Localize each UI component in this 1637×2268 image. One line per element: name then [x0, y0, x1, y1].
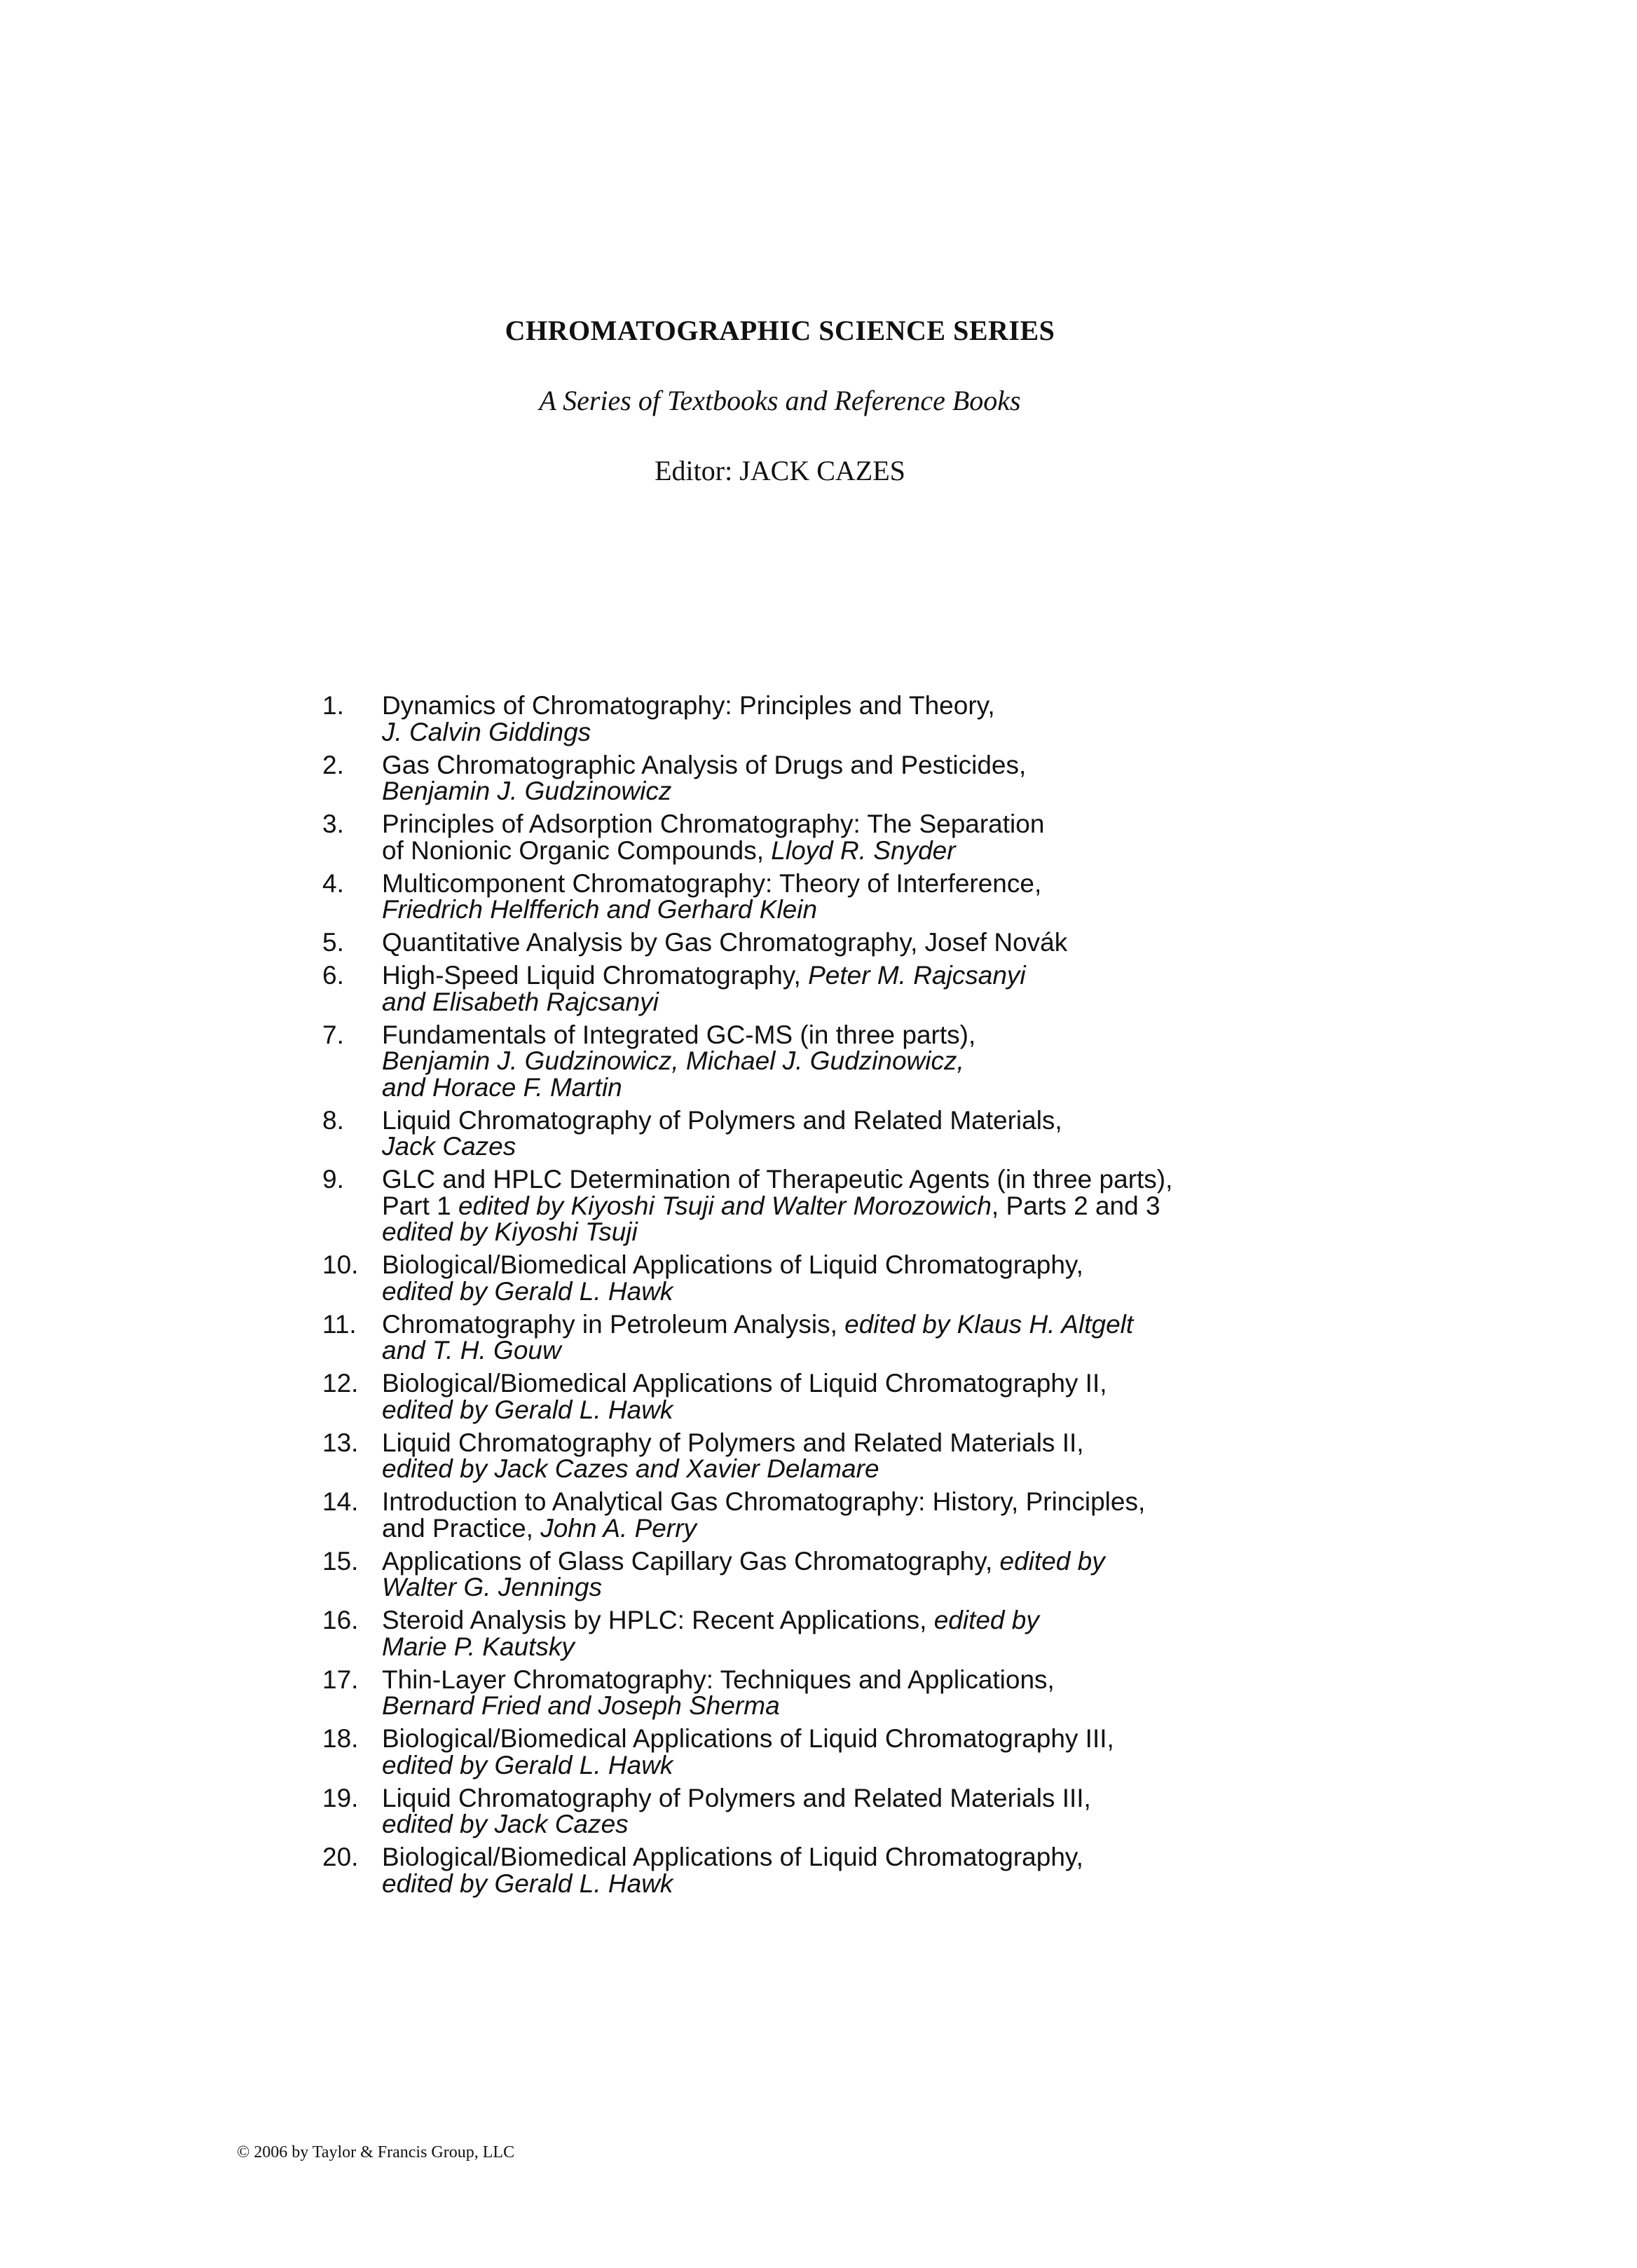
title-text: Quantitative Analysis by Gas Chromatography, Josef Novák [382, 928, 1068, 957]
list-item-number: 10. [322, 1250, 359, 1279]
book-list [322, 692, 1303, 1904]
list-item-number: 5. [322, 928, 344, 957]
author-text: Walter G. Jennings [382, 1573, 602, 1601]
author-text: edited by [933, 1606, 1039, 1634]
title-text: Fundamentals of Integrated GC-MS (in three parts), [382, 1020, 976, 1049]
list-item-text [382, 1107, 1303, 1160]
list-item [322, 870, 1303, 923]
list-item [322, 1370, 1303, 1423]
list-item [322, 1844, 1303, 1897]
list-item [322, 1607, 1303, 1660]
list-item [322, 929, 1303, 956]
list-item [322, 1430, 1303, 1482]
author-text: and T. H. Gouw [382, 1336, 561, 1365]
author-text: edited by Gerald L. Hawk [382, 1869, 673, 1898]
list-item-number: 13. [322, 1428, 359, 1457]
list-item-text [382, 1370, 1303, 1423]
list-item-text [382, 1667, 1303, 1719]
list-item-text [382, 870, 1303, 923]
list-item-text [382, 1252, 1303, 1304]
list-item-text [382, 1311, 1303, 1364]
author-text: Marie P. Kautsky [382, 1632, 575, 1661]
title-text: Steroid Analysis by HPLC: Recent Applications, [382, 1606, 934, 1634]
author-text: Peter M. Rajcsanyi [808, 961, 1026, 990]
list-item-text [382, 811, 1303, 863]
list-item-number: 4. [322, 868, 344, 898]
author-text: and Horace F. Martin [382, 1072, 622, 1102]
list-item-number: 7. [322, 1020, 344, 1049]
title-text: Liquid Chromatography of Polymers and Related Materials, [382, 1105, 1062, 1135]
series-subtitle: A Series of Textbooks and Reference Books [539, 385, 1021, 416]
title-text: Liquid Chromatography of Polymers and Related Materials II, [382, 1428, 1084, 1457]
title-text: Biological/Biomedical Applications of Liquid Chromatography II, [382, 1369, 1107, 1398]
title-text: Part 1 [382, 1191, 458, 1220]
list-item-number: 19. [322, 1783, 359, 1812]
author-text: and Elisabeth Rajcsanyi [382, 987, 659, 1016]
list-item-number: 6. [322, 961, 344, 990]
list-item [322, 1166, 1303, 1245]
author-text: edited by Klaus H. Altgelt [844, 1309, 1134, 1339]
list-item-text [382, 752, 1303, 805]
title-text: Multicomponent Chromatography: Theory of Interference, [382, 868, 1042, 898]
title-text: Introduction to Analytical Gas Chromatography: History, Principles, [382, 1487, 1146, 1516]
title-text: Dynamics of Chromatography: Principles and Theory, [382, 691, 995, 720]
author-text: edited by Kiyoshi Tsuji and Walter Morozowich [458, 1191, 992, 1220]
list-item-text [382, 1489, 1303, 1541]
list-item-number: 2. [322, 750, 344, 779]
author-text: Bernard Fried and Joseph Sherma [382, 1691, 780, 1720]
series-title: CHROMATOGRAPHIC SCIENCE SERIES [505, 315, 1055, 346]
list-item [322, 1548, 1303, 1601]
list-item-number: 9. [322, 1165, 344, 1194]
list-item-text [382, 1166, 1303, 1245]
author-text: edited by Jack Cazes [382, 1810, 629, 1838]
author-text: edited by [999, 1546, 1105, 1576]
list-item-number: 17. [322, 1665, 359, 1694]
list-item-text [382, 1785, 1303, 1838]
author-text: edited by Gerald L. Hawk [382, 1276, 673, 1306]
list-item-number: 16. [322, 1606, 359, 1634]
author-text: edited by Gerald L. Hawk [382, 1750, 673, 1779]
title-text: Biological/Biomedical Applications of Liquid Chromatography III, [382, 1724, 1114, 1753]
title-text: , Parts 2 and 3 [991, 1191, 1160, 1220]
list-item [322, 1022, 1303, 1101]
copyright-footer: © 2006 by Taylor & Francis Group, LLC [237, 2143, 515, 2161]
list-item [322, 692, 1303, 745]
list-item-number: 14. [322, 1487, 359, 1516]
author-text: Jack Cazes [382, 1132, 516, 1161]
list-item [322, 811, 1303, 863]
title-text: High-Speed Liquid Chromatography, [382, 961, 809, 990]
list-item [322, 1311, 1303, 1364]
author-text: Friedrich Helfferich and Gerhard Klein [382, 895, 818, 924]
list-item-number: 11. [322, 1309, 357, 1339]
author-text: edited by Gerald L. Hawk [382, 1395, 673, 1424]
title-text: Biological/Biomedical Applications of Liquid Chromatography, [382, 1843, 1083, 1871]
list-item-text [382, 1607, 1303, 1660]
author-text: J. Calvin Giddings [382, 717, 591, 746]
list-item-number: 3. [322, 809, 344, 838]
list-item-number: 12. [322, 1369, 359, 1398]
author-text: Benjamin J. Gudzinowicz, Michael J. Gudzinowicz, [382, 1046, 964, 1075]
list-item-number: 15. [322, 1546, 359, 1576]
list-item-text [382, 1548, 1303, 1601]
author-text: edited by Jack Cazes and Xavier Delamare [382, 1454, 879, 1483]
title-text: GLC and HPLC Determination of Therapeutic Agents (in three parts), [382, 1165, 1173, 1194]
list-item-text [382, 1430, 1303, 1482]
title-text: Liquid Chromatography of Polymers and Related Materials III, [382, 1783, 1091, 1812]
title-text: and Practice, [382, 1513, 541, 1543]
title-text: Biological/Biomedical Applications of Liquid Chromatography, [382, 1250, 1083, 1279]
list-item [322, 752, 1303, 805]
author-text: Lloyd R. Snyder [771, 835, 956, 865]
list-item [322, 962, 1303, 1015]
author-text: John A. Perry [540, 1513, 697, 1543]
list-item-text [382, 1726, 1303, 1778]
list-item-number: 20. [322, 1843, 359, 1871]
list-item-text [382, 929, 1303, 956]
title-text: Thin-Layer Chromatography: Techniques and Applications, [382, 1665, 1055, 1694]
list-item [322, 1252, 1303, 1304]
list-item [322, 1489, 1303, 1541]
list-item-text [382, 1022, 1303, 1101]
author-text: edited by Kiyoshi Tsuji [382, 1217, 638, 1246]
list-item-number: 18. [322, 1724, 359, 1753]
title-text: Chromatography in Petroleum Analysis, [382, 1309, 845, 1339]
title-text: Principles of Adsorption Chromatography: The Separation [382, 809, 1045, 838]
title-text: of Nonionic Organic Compounds, [382, 835, 772, 865]
list-item-number: 8. [322, 1105, 344, 1135]
list-item [322, 1785, 1303, 1838]
list-item-text [382, 962, 1303, 1015]
author-text: Benjamin J. Gudzinowicz [382, 777, 672, 805]
series-editor: Editor: JACK CAZES [655, 455, 905, 486]
list-item [322, 1107, 1303, 1160]
list-item [322, 1726, 1303, 1778]
list-item-number: 1. [322, 691, 344, 720]
title-text: Applications of Glass Capillary Gas Chromatography, [382, 1546, 1000, 1576]
list-item [322, 1667, 1303, 1719]
list-item-text [382, 692, 1303, 745]
list-item-text [382, 1844, 1303, 1897]
title-text: Gas Chromatographic Analysis of Drugs and Pesticides, [382, 750, 1027, 779]
